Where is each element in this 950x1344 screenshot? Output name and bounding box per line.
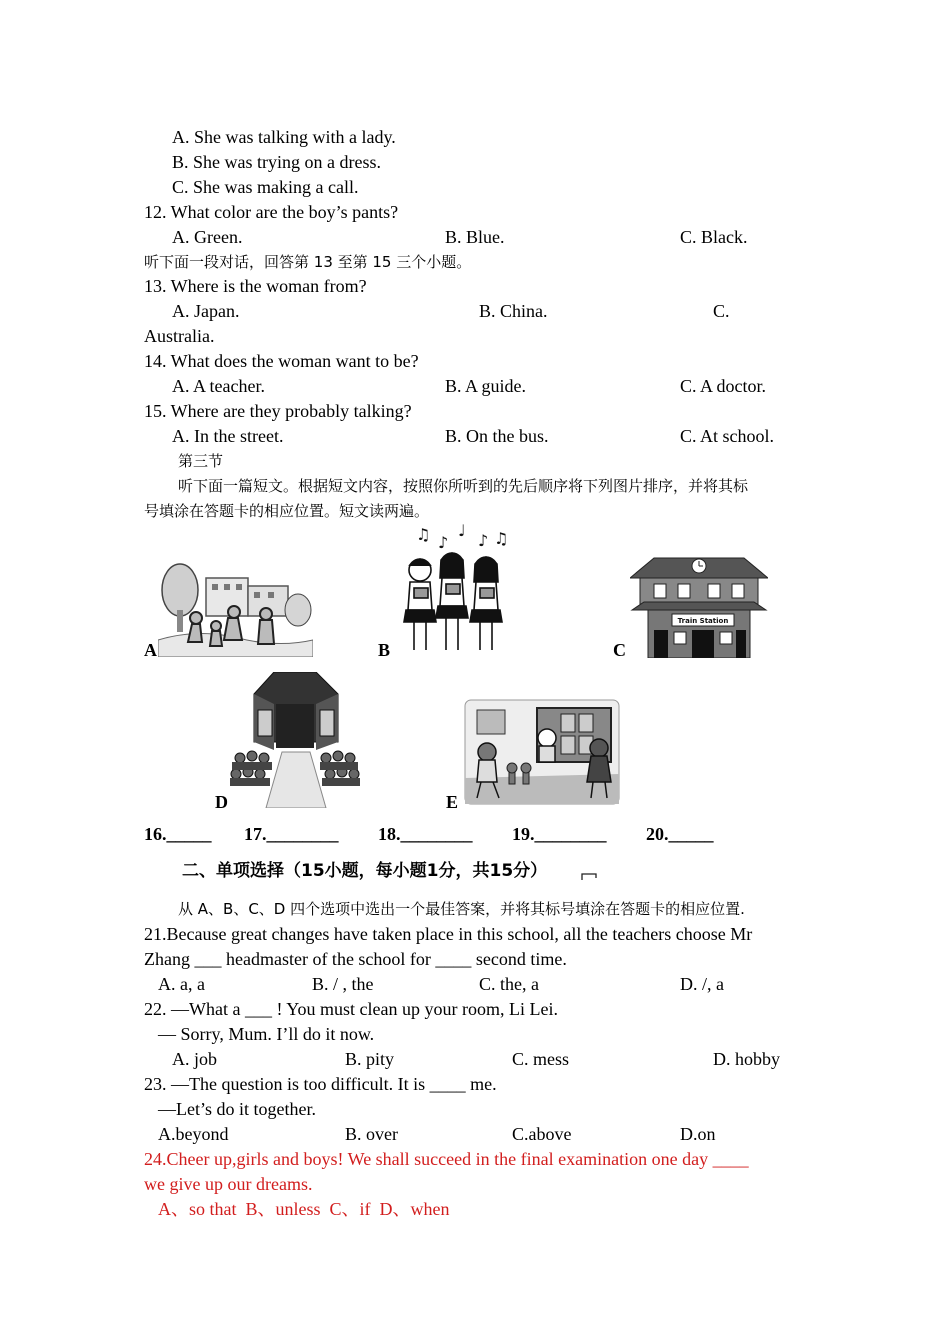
return-mark-icon [580,868,598,882]
q14-option-a: A. A teacher. [172,376,265,396]
q22-option-d: D. hobby [713,1049,780,1069]
q22-line-2: — Sorry, Mum. I’ll do it now. [158,1024,375,1044]
q13-option-b: B. China. [479,301,548,321]
picture-e-label: E [446,792,459,812]
q23-line-2: —Let’s do it together. [158,1099,316,1119]
q11-option-c: C. She was making a call. [172,177,359,197]
q23-option-d: D.on [680,1124,716,1144]
svg-text:♫: ♫ [494,529,509,548]
q22-option-c: C. mess [512,1049,570,1069]
section3-title: 第三节 [178,452,224,470]
q15-option-a: A. In the street. [172,426,284,446]
picture-e-school [463,698,621,806]
q15-option-b: B. On the bus. [445,426,549,446]
q13-option-c-text: Australia. [144,326,215,346]
picture-b-label: B [378,640,391,660]
q15-option-c: C. At school. [680,426,775,446]
q14-stem: 14. What does the woman want to be? [144,351,419,371]
q24-line-1: 24.Cheer up,girls and boys! We shall succeed in the final examination one day ____ [144,1149,749,1169]
picture-a-park [158,560,313,657]
q22-option-a: A. job [172,1049,217,1069]
q13-option-c-letter: C. [713,301,730,321]
answer-blank-16[interactable]: 16._____ [144,824,212,844]
answer-blank-17[interactable]: 17.________ [244,824,339,844]
q23-line-1: 23. —The question is too difficult. It is ____ me. [144,1074,497,1094]
q14-option-b: B. A guide. [445,376,527,396]
picture-d-cinema [230,672,360,808]
q21-option-b: B. / , the [312,974,374,994]
svg-text:♪: ♪ [478,531,489,550]
q11-option-b: B. She was trying on a dress. [172,152,381,172]
instruction-13-15: 听下面一段对话，回答第 13 至第 15 三个小题。 [144,253,472,271]
q13-stem: 13. Where is the woman from? [144,276,367,296]
answer-blank-18[interactable]: 18.________ [378,824,473,844]
q12-option-a: A. Green. [172,227,243,247]
q15-stem: 15. Where are they probably talking? [144,401,412,421]
q22-line-1: 22. —What a ___ ! You must clean up your room, Li Lei. [144,999,558,1019]
q21-option-c: C. the, a [479,974,539,994]
picture-b-singing [388,522,512,658]
q12-stem: 12. What color are the boy’s pants? [144,202,399,222]
q21-line-2: Zhang ___ headmaster of the school for ____ second time. [144,949,567,969]
part2-title: 二、单项选择（15小题，每小题1分，共15分） [182,861,548,881]
q12-option-c: C. Black. [680,227,748,247]
picture-c-train-station [630,556,768,658]
q21-option-a: A. a, a [158,974,205,994]
q14-option-c: C. A doctor. [680,376,767,396]
answer-blank-20[interactable]: 20._____ [646,824,714,844]
q22-option-b: B. pity [345,1049,395,1069]
q24-options: A、so that B、unless C、if D、when [158,1199,450,1219]
picture-a-label: A [144,640,157,660]
train-station-sign: Train Station [677,617,729,625]
q23-option-b: B. over [345,1124,398,1144]
section3-instruction-1: 听下面一篇短文。根据短文内容，按照你所听到的先后顺序将下列图片排序，并将其标 [178,477,749,495]
q21-option-d: D. /, a [680,974,724,994]
answer-blank-19[interactable]: 19.________ [512,824,607,844]
q23-option-c: C.above [512,1124,572,1144]
section3-instruction-2: 号填涂在答题卡的相应位置。短文读两遍。 [144,502,430,520]
picture-d-label: D [215,792,228,812]
q23-option-a: A.beyond [158,1124,229,1144]
q12-option-b: B. Blue. [445,227,505,247]
part2-instruction: 从 A、B、C、D 四个选项中选出一个最佳答案，并将其标号填涂在答题卡的相应位置. [178,900,745,918]
q24-line-2: we give up our dreams. [144,1174,313,1194]
svg-text:♫: ♫ [416,525,431,544]
svg-text:♪: ♪ [438,533,449,552]
q13-option-a: A. Japan. [172,301,240,321]
picture-c-label: C [613,640,626,660]
q11-option-a: A. She was talking with a lady. [172,127,396,147]
svg-text:♩: ♩ [458,522,466,540]
q21-line-1: 21.Because great changes have taken place in this school, all the teachers choose Mr [144,924,753,944]
